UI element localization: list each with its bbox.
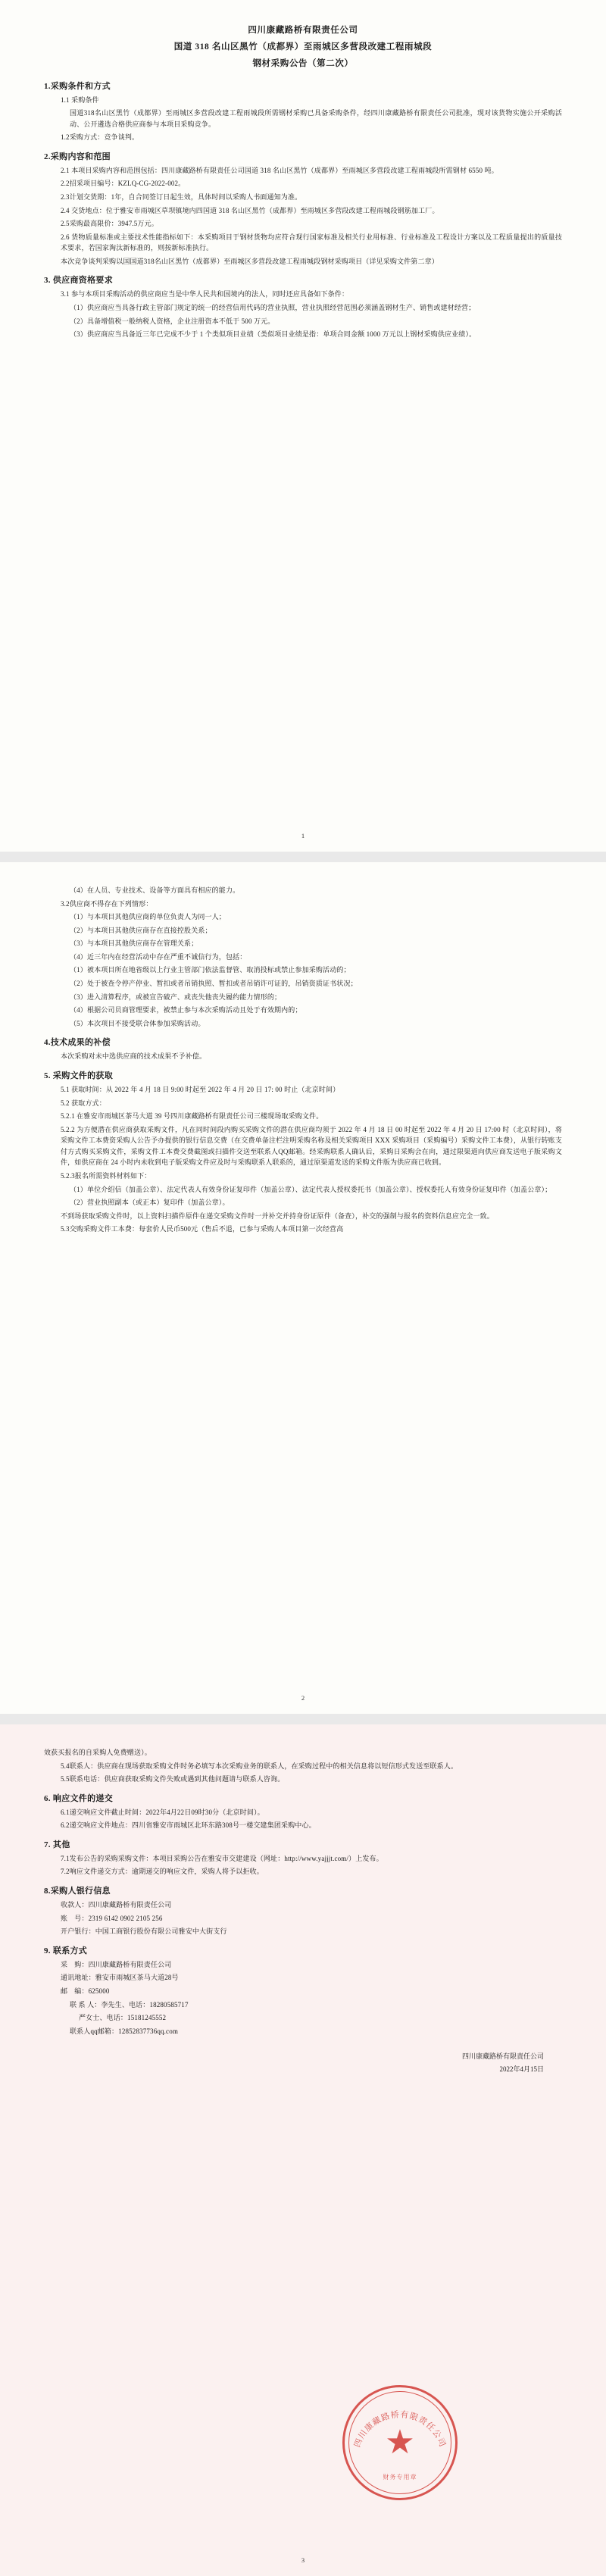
paragraph: （2）与本项目其他供应商存在直接控股关系； <box>70 926 212 934</box>
paragraph: 2.1 本项目采购内容和范围包括：四川康藏路桥有限责任公司国道 318 名山区黑竹（成都界）至雨城区多营段改建工程雨城段所需钢材 6550 吨。 <box>61 166 498 174</box>
section-heading: 4.技术成果的补偿 <box>44 1038 111 1048</box>
paragraph: 效获买报名的自采购人免费赠送）。 <box>44 1749 152 1756</box>
title-line-2: 国道 318 名山区黑竹（成都界）至雨城区多营段改建工程雨城段 <box>173 42 433 52</box>
paragraph: 5.2.1 在雅安市雨城区茶马大道 39 号四川康藏路桥有限责任公司三楼现场取采购文件。 <box>61 1112 323 1121</box>
company-seal-stamp <box>342 2385 458 2500</box>
paragraph: 2.4 交货地点：位于雅安市雨城区草坝镇境内四国道 318 名山区黑竹（成都界）至雨城区多营段改建工程雨城段钢筋加工厂。 <box>61 206 439 214</box>
section-heading: 8.采购人银行信息 <box>44 1887 111 1896</box>
section-heading: 7. 其他 <box>44 1840 70 1849</box>
paragraph: （2）处于被查令停产停业、暂扣或者吊销执照、暂扣或者吊销许可证的，吊销资质证书状况； <box>70 980 358 988</box>
paragraph: 2.3计划交货期：1年，自合同签订日起生效，具体时间以采购人书面通知为准。 <box>61 193 302 201</box>
section-heading: 9. 联系方式 <box>44 1946 88 1955</box>
paragraph: （2）具备增值税一般纳税人资格，企业注册资本不低于 500 万元。 <box>70 317 275 325</box>
page-number: 2 <box>301 1694 305 1702</box>
paragraph: 1.1 采购条件 <box>61 95 99 104</box>
paragraph: 1.2采购方式：竞争谈判。 <box>61 133 139 142</box>
section-heading: 6. 响应文件的递交 <box>44 1793 113 1803</box>
paragraph: 2.6 货物质量标准或主要技术性能指标如下：本采购项目于钢材货物均应符合现行国家标准及相关行业用标准、行业标准及工程设计方案以及工程质量提出的质量技术要求，若国家淘汰新标准的，则按新标准执行。 <box>61 233 562 252</box>
paragraph: 邮 编：625000 <box>61 1987 110 1995</box>
paragraph: （4）在人员、专业技术、设备等方面具有相应的能力。 <box>70 886 240 894</box>
seal-arc-label: 四川康藏路桥有限责任公司 <box>352 2410 448 2449</box>
paragraph: 5.1 获取时间：从 2022 年 4 月 18 日 9:00 时起至 2022 年 4 月 20 日 17: 00 时止（北京时间） <box>61 1085 340 1093</box>
paragraph: 严女士、电话：15181245552 <box>79 2014 167 2022</box>
paragraph: 5.2.3报名所需资料材料如下： <box>61 1171 152 1180</box>
paragraph: 通讯地址：雅安市雨城区茶马大道28号 <box>61 1974 179 1982</box>
document-page-2 <box>0 862 606 1714</box>
document-page-3 <box>0 1724 606 2576</box>
paragraph: 联 系 人：李先生、电话：18280585717 <box>70 2000 189 2009</box>
paragraph: 账 号：2319 6142 0902 2105 256 <box>61 1914 163 1922</box>
paragraph: 6.2递交响应文件地点：四川省雅安市雨城区北环东路308号一楼交建集团采购中心。 <box>61 1821 316 1830</box>
paragraph: 3.2供应商不得存在下列情形： <box>61 899 153 908</box>
paragraph: 国道318名山区黑竹（成都界）至雨城区多营段改建工程雨城段所需钢材采购已具备采购条件，经四川康藏路桥有限责任公司批准，现对该货物实施公开采购活动、公开遴选合格供应商参与本项目采购竞争。 <box>70 109 562 128</box>
paragraph: 6.1递交响应文件截止时间：2022年4月22日09时30分（北京时间）。 <box>61 1808 264 1816</box>
section-heading: 2.采购内容和范围 <box>44 152 111 161</box>
paragraph: 7.2响应文件递交方式：逾期递交的响应文件，采购人将予以拒收。 <box>61 1868 264 1876</box>
paragraph: 2.2招采项目编号：KZLQ-CG-2022-002。 <box>61 180 186 188</box>
paragraph: （2）营业执照副本（或正本）复印件（加盖公章）。 <box>70 1199 230 1207</box>
section-heading: 3. 供应商资格要求 <box>44 276 113 286</box>
paragraph: 5.2 获取方式： <box>61 1099 106 1107</box>
section-heading: 1.采购条件和方式 <box>44 81 111 91</box>
paragraph: （1）单位介绍信（加盖公章）、法定代表人有效身份证复印件（加盖公章）、法定代表人授权委托书（加盖公章）、授权委托人有效身份证复印件（加盖公章）； <box>70 1185 552 1193</box>
paragraph: 本次竞争谈判采购以国国道318名山区黑竹（成都界）至雨城区多营段改建工程雨城段钢材采购项目（详见采购文件第二章） <box>61 257 439 265</box>
paragraph: 采 购：四川康藏路桥有限责任公司 <box>61 1960 172 1968</box>
paragraph: （4）根据公司员商管理要求，被禁止参与本次采购活动且处于有效期内的； <box>70 1006 302 1014</box>
paragraph: 联系人qq邮箱：12852837736qq.com <box>70 2027 178 2035</box>
paragraph: 5.3交购采购文件工本费：每套价人民币500元（售后不退，已参与采购人本项目第一次经营高 <box>61 1225 344 1233</box>
signature-company: 四川康藏路桥有限责任公司 <box>461 2052 544 2061</box>
paragraph: 5.4联系人：供应商在现场获取采购文件时务必填写本次采购业务的联系人，在采购过程中的相关信息将以短信形式发送至联系人。 <box>61 1762 458 1770</box>
paragraph: 7.1发布公告的采购采购文件：本项目采购公告在雅安市交建建设（网址：http://www.yajjjt.com/）上发布。 <box>61 1854 383 1862</box>
signature-block <box>44 2050 562 2076</box>
paragraph: 2.5采购最高限价：3947.5万元。 <box>61 220 158 228</box>
signature-date: 2022年4月15日 <box>499 2065 544 2074</box>
document-page-1 <box>0 0 606 852</box>
paragraph: 收款人：四川康藏路桥有限责任公司 <box>61 1901 172 1909</box>
page-number: 3 <box>301 2556 305 2564</box>
paragraph: （3）与本项目其他供应商存在管理关系； <box>70 939 198 948</box>
document-title <box>44 23 562 73</box>
section-heading: 5. 采购文件的获取 <box>44 1071 113 1080</box>
paragraph: （3）进入清算程序，或被宣告破产、或丧失他丧失履约能力情形的； <box>70 993 282 1001</box>
paragraph: （5）本次项目不接受联合体参加采购活动。 <box>70 1019 205 1027</box>
paragraph: 3.1 参与本项目采购活动的供应商应当是中华人民共和国境内的法人，同时还应具备如下条件： <box>61 290 349 299</box>
title-line-3: 钢材采购公告（第二次） <box>252 58 354 68</box>
seal-star-icon: ★ <box>385 2424 415 2461</box>
paragraph: （4）近三年内在经营活动中存在严重不诚信行为，包括： <box>70 952 247 961</box>
paragraph: 5.5联系电话：供应商获取采购文件失败或遇到其他问题请与联系人咨询。 <box>61 1775 285 1784</box>
paragraph: （1）与本项目其他供应商的单位负责人为同一人； <box>70 913 226 921</box>
paragraph: 不到场获取采购文件时，以上资料扫描件原件在递交采购文件时一并补交并持身份证原件（备查），补交的强制与报名的资料信息应完全一致。 <box>61 1211 494 1220</box>
paragraph: 5.2.2 为方便潜在供应商获取采购文件，凡在同时间段内购买采购文件的潜在供应商均须于 2022 年 4 月 18 日 00 时起至 2022 年 4 月 20 日 17:00 时（北京时间），将采购文件工本费资采购人公告予办提供的银行信息交费（在交费单备注栏注明采购名称及相关采购项目 XXX 采购项目（采购编号）采购文件工本费），从银行转账支付方式购买采购文件，采购文件工本费交费截图或扫描件交送至联系人QQ邮箱。经采购联系人确认后，采购日采购会在向，通过限渠道向供应商发送电子版采购文件，如供应商在 24 小时内未收到电子版采购文件应及时与采购联系人联系的，通过原渠道发送的采购文件版为供应商已收到。 <box>61 1125 563 1167</box>
paragraph: （3）供应商应当具备近三年已完成不少于 1 个类似项目业绩（类似项目业绩是指：单项合同金额 1000 万元以上钢材采购供应业绩）。 <box>70 330 476 339</box>
page-number: 1 <box>301 832 305 839</box>
paragraph: 开户银行：中国工商银行股份有限公司雅安中大街支行 <box>61 1927 227 1936</box>
paragraph: （1）被本项目所在地省级以上行业主管部门依法监督管、取消投标或禁止参加采购活动的； <box>70 966 351 974</box>
title-line-1: 四川康藏路桥有限责任公司 <box>248 26 358 35</box>
seal-bottom-label: 财务专用章 <box>383 2474 417 2481</box>
paragraph: （1）供应商应当具备行政主管部门规定的统一的经营信用代码的营业执照，营业执照经营范围必须涵盖钢材生产、销售或建材经营； <box>70 304 476 312</box>
paragraph: 本次采购对未中选供应商的技术成果不予补偿。 <box>61 1052 207 1061</box>
